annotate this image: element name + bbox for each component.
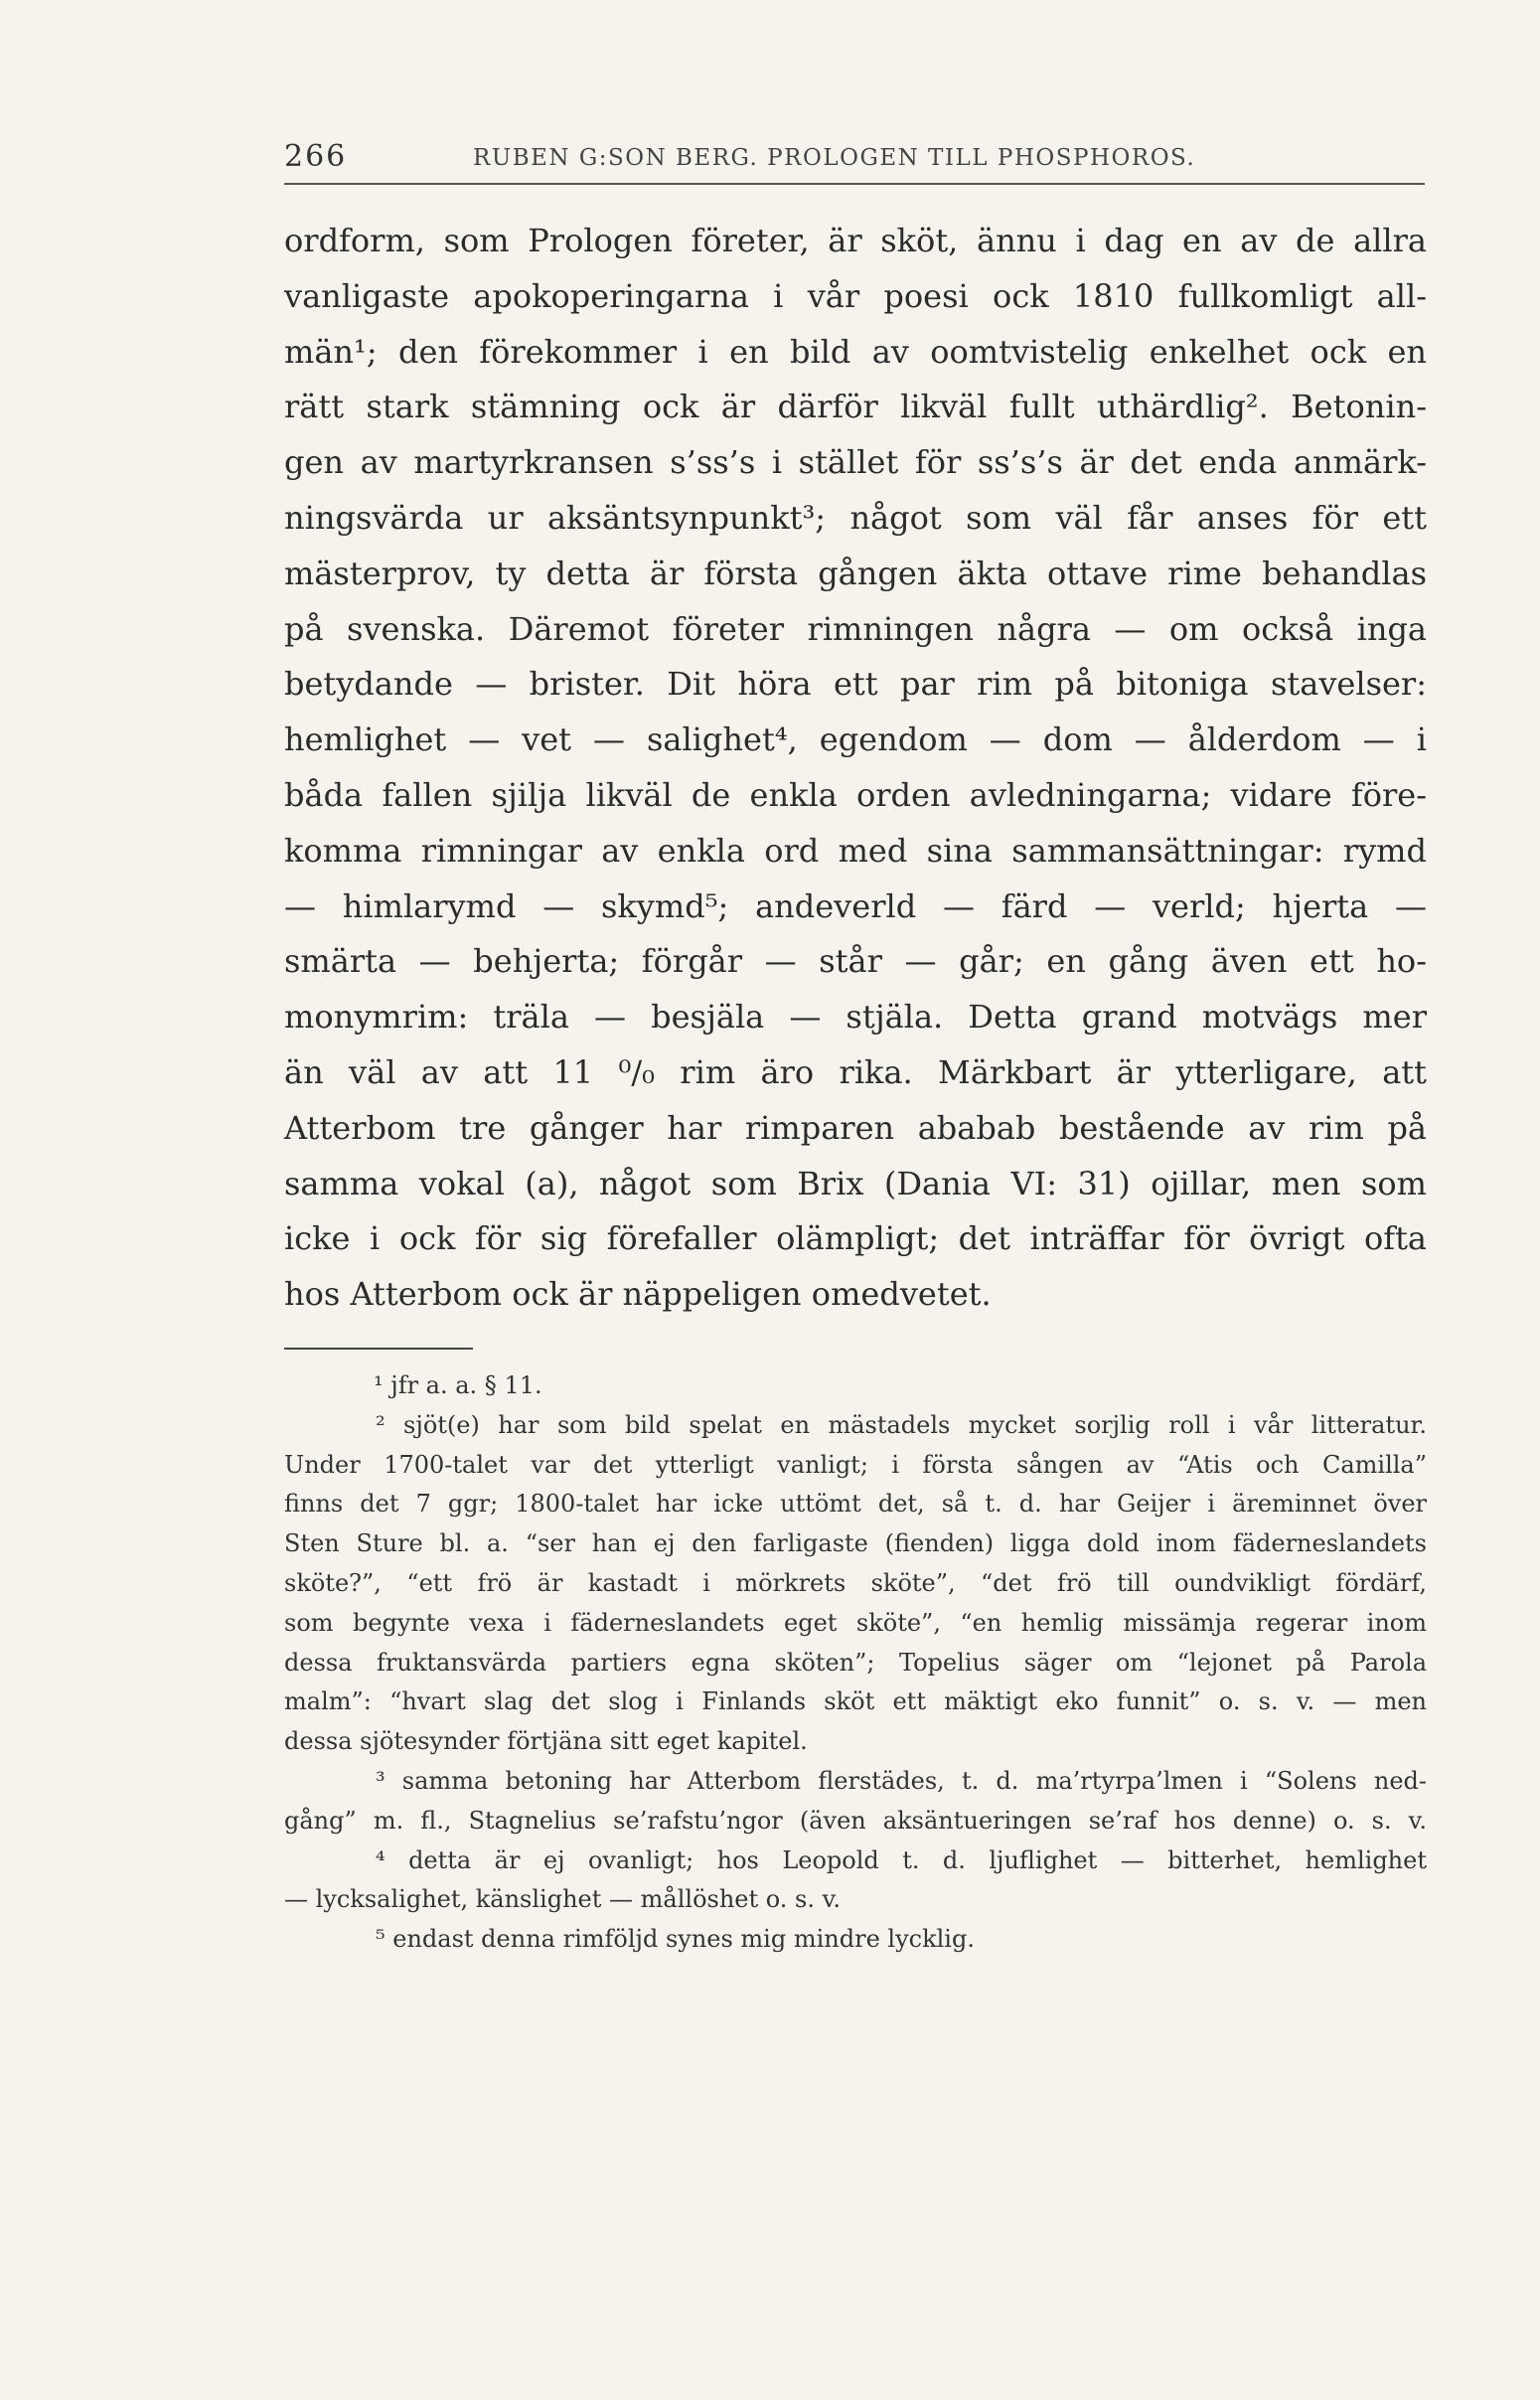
footnote-line: dessa fruktansvärda partiers egna sköten”; Topelius säger om “lejonet på Parola <box>284 1648 1427 1677</box>
body-line: rätt stark stämning ock är därför likväl fullt uthärdlig². Betonin- <box>284 388 1427 426</box>
footnote-line: ² sjöt(e) har som bild spelat en mästadels mycket sorjlig roll i vår litteratur. <box>376 1410 1427 1439</box>
body-line: vanligaste apokoperingarna i vår poesi ock 1810 fullkomligt all- <box>284 276 1427 315</box>
footnotes <box>284 1366 1427 1960</box>
body-line: komma rimningar av enkla ord med sina sammansättningar: rymd <box>284 831 1427 870</box>
body-line: hos Atterbom ock är näppeligen omedvetet. <box>284 1275 992 1314</box>
footnote-line: malm”: “hvart slag det slog i Finlands sköt ett mäktigt eko funnit” o. s. v. — men <box>284 1687 1427 1716</box>
body-line: än väl av att 11 ⁰/₀ rim äro rika. Märkbart är ytterligare, att <box>284 1052 1427 1091</box>
body-line: ordform, som Prologen företer, är sköt, ännu i dag en av de allra <box>284 222 1427 259</box>
footnote-line: ⁵ endast denna rimföljd synes mig mindre lycklig. <box>376 1925 975 1954</box>
page-header <box>284 129 1427 189</box>
footnote-line: finns det 7 ggr; 1800-talet har icke uttömt det, så t. d. har Geijer i äreminnet över <box>284 1490 1427 1519</box>
body-line: monymrim: träla — besjäla — stjäla. Detta grand motvägs mer <box>284 998 1427 1037</box>
footnote-line: dessa sjötesynder förtjäna sitt eget kapitel. <box>284 1727 808 1756</box>
footnote-line: Sten Sture bl. a. “ser han ej den farligaste (fienden) ligga dold inom fäderneslandets <box>284 1529 1427 1558</box>
footnote-line: ¹ jfr a. a. § 11. <box>374 1371 542 1399</box>
header-rule <box>284 183 1425 185</box>
body-line: mästerprov, ty detta är första gången äkta ottave rime behandlas <box>284 554 1427 592</box>
body-line: båda fallen sjilja likväl de enkla orden avledningarna; vidare före- <box>284 775 1427 814</box>
body-line: smärta — behjerta; förgår — står — går; en gång även ett ho- <box>284 942 1427 981</box>
footnote-line: — lycksalighet, känslighet — mållöshet o. s. v. <box>284 1885 841 1914</box>
body-line: — himlarymd — skymd⁵; andeverld — färd — verld; hjerta — <box>284 886 1427 925</box>
footnote-line: Under 1700-talet var det ytterligt vanligt; i första sången av “Atis och Camilla” <box>284 1450 1427 1479</box>
footnote-line: som begynte vexa i fäderneslandets eget sköte”, “en hemlig missämja regerar inom <box>284 1608 1427 1637</box>
footnote-line: sköte?”, “ett frö är kastadt i mörkrets sköte”, “det frö till oundvikligt fördärf, <box>284 1568 1427 1597</box>
body-line: män¹; den förekommer i en bild av oomtvistelig enkelhet ock en <box>284 332 1427 371</box>
body-line: gen av martyrkransen s’ss’s i stället för ss’s’s är det enda anmärk- <box>284 443 1427 482</box>
body-line: på svenska. Däremot företer rimningen några — om också inga <box>284 609 1427 648</box>
footnote-line: ⁴ detta är ej ovanligt; hos Leopold t. d. ljuflighet — bitterhet, hemlighet <box>376 1845 1427 1874</box>
body-line: samma vokal (a), något som Brix (Dania VI: 31) ojillar, men som <box>284 1164 1427 1202</box>
body-line: icke i ock för sig förefaller olämpligt; det inträffar för övrigt ofta <box>284 1219 1427 1258</box>
footnote-rule <box>284 1348 473 1350</box>
footnote-line: ³ samma betoning har Atterbom flerstädes, t. d. ma’rtyrpa’lmen i “Solens ned- <box>376 1766 1427 1795</box>
body-line: Atterbom tre gånger har rimparen ababab bestående av rim på <box>284 1108 1427 1147</box>
body-line: ningsvärda ur aksäntsynpunkt³; något som väl får anses för ett <box>284 498 1427 537</box>
body-line: betydande — brister. Dit höra ett par rim på bitoniga stavelser: <box>284 665 1427 704</box>
running-title: RUBEN G:SON BERG. PROLOGEN TILL PHOSPHOROS. <box>473 145 1196 171</box>
body-line: hemlighet — vet — salighet⁴, egendom — dom — ålderdom — i <box>284 720 1427 759</box>
page-number: 266 <box>284 139 348 174</box>
footnote-line: gång” m. fl., Stagnelius se’rafstu’ngor (även aksäntueringen se’raf hos denne) o. s. v. <box>284 1806 1427 1835</box>
body-text <box>284 214 1427 1323</box>
